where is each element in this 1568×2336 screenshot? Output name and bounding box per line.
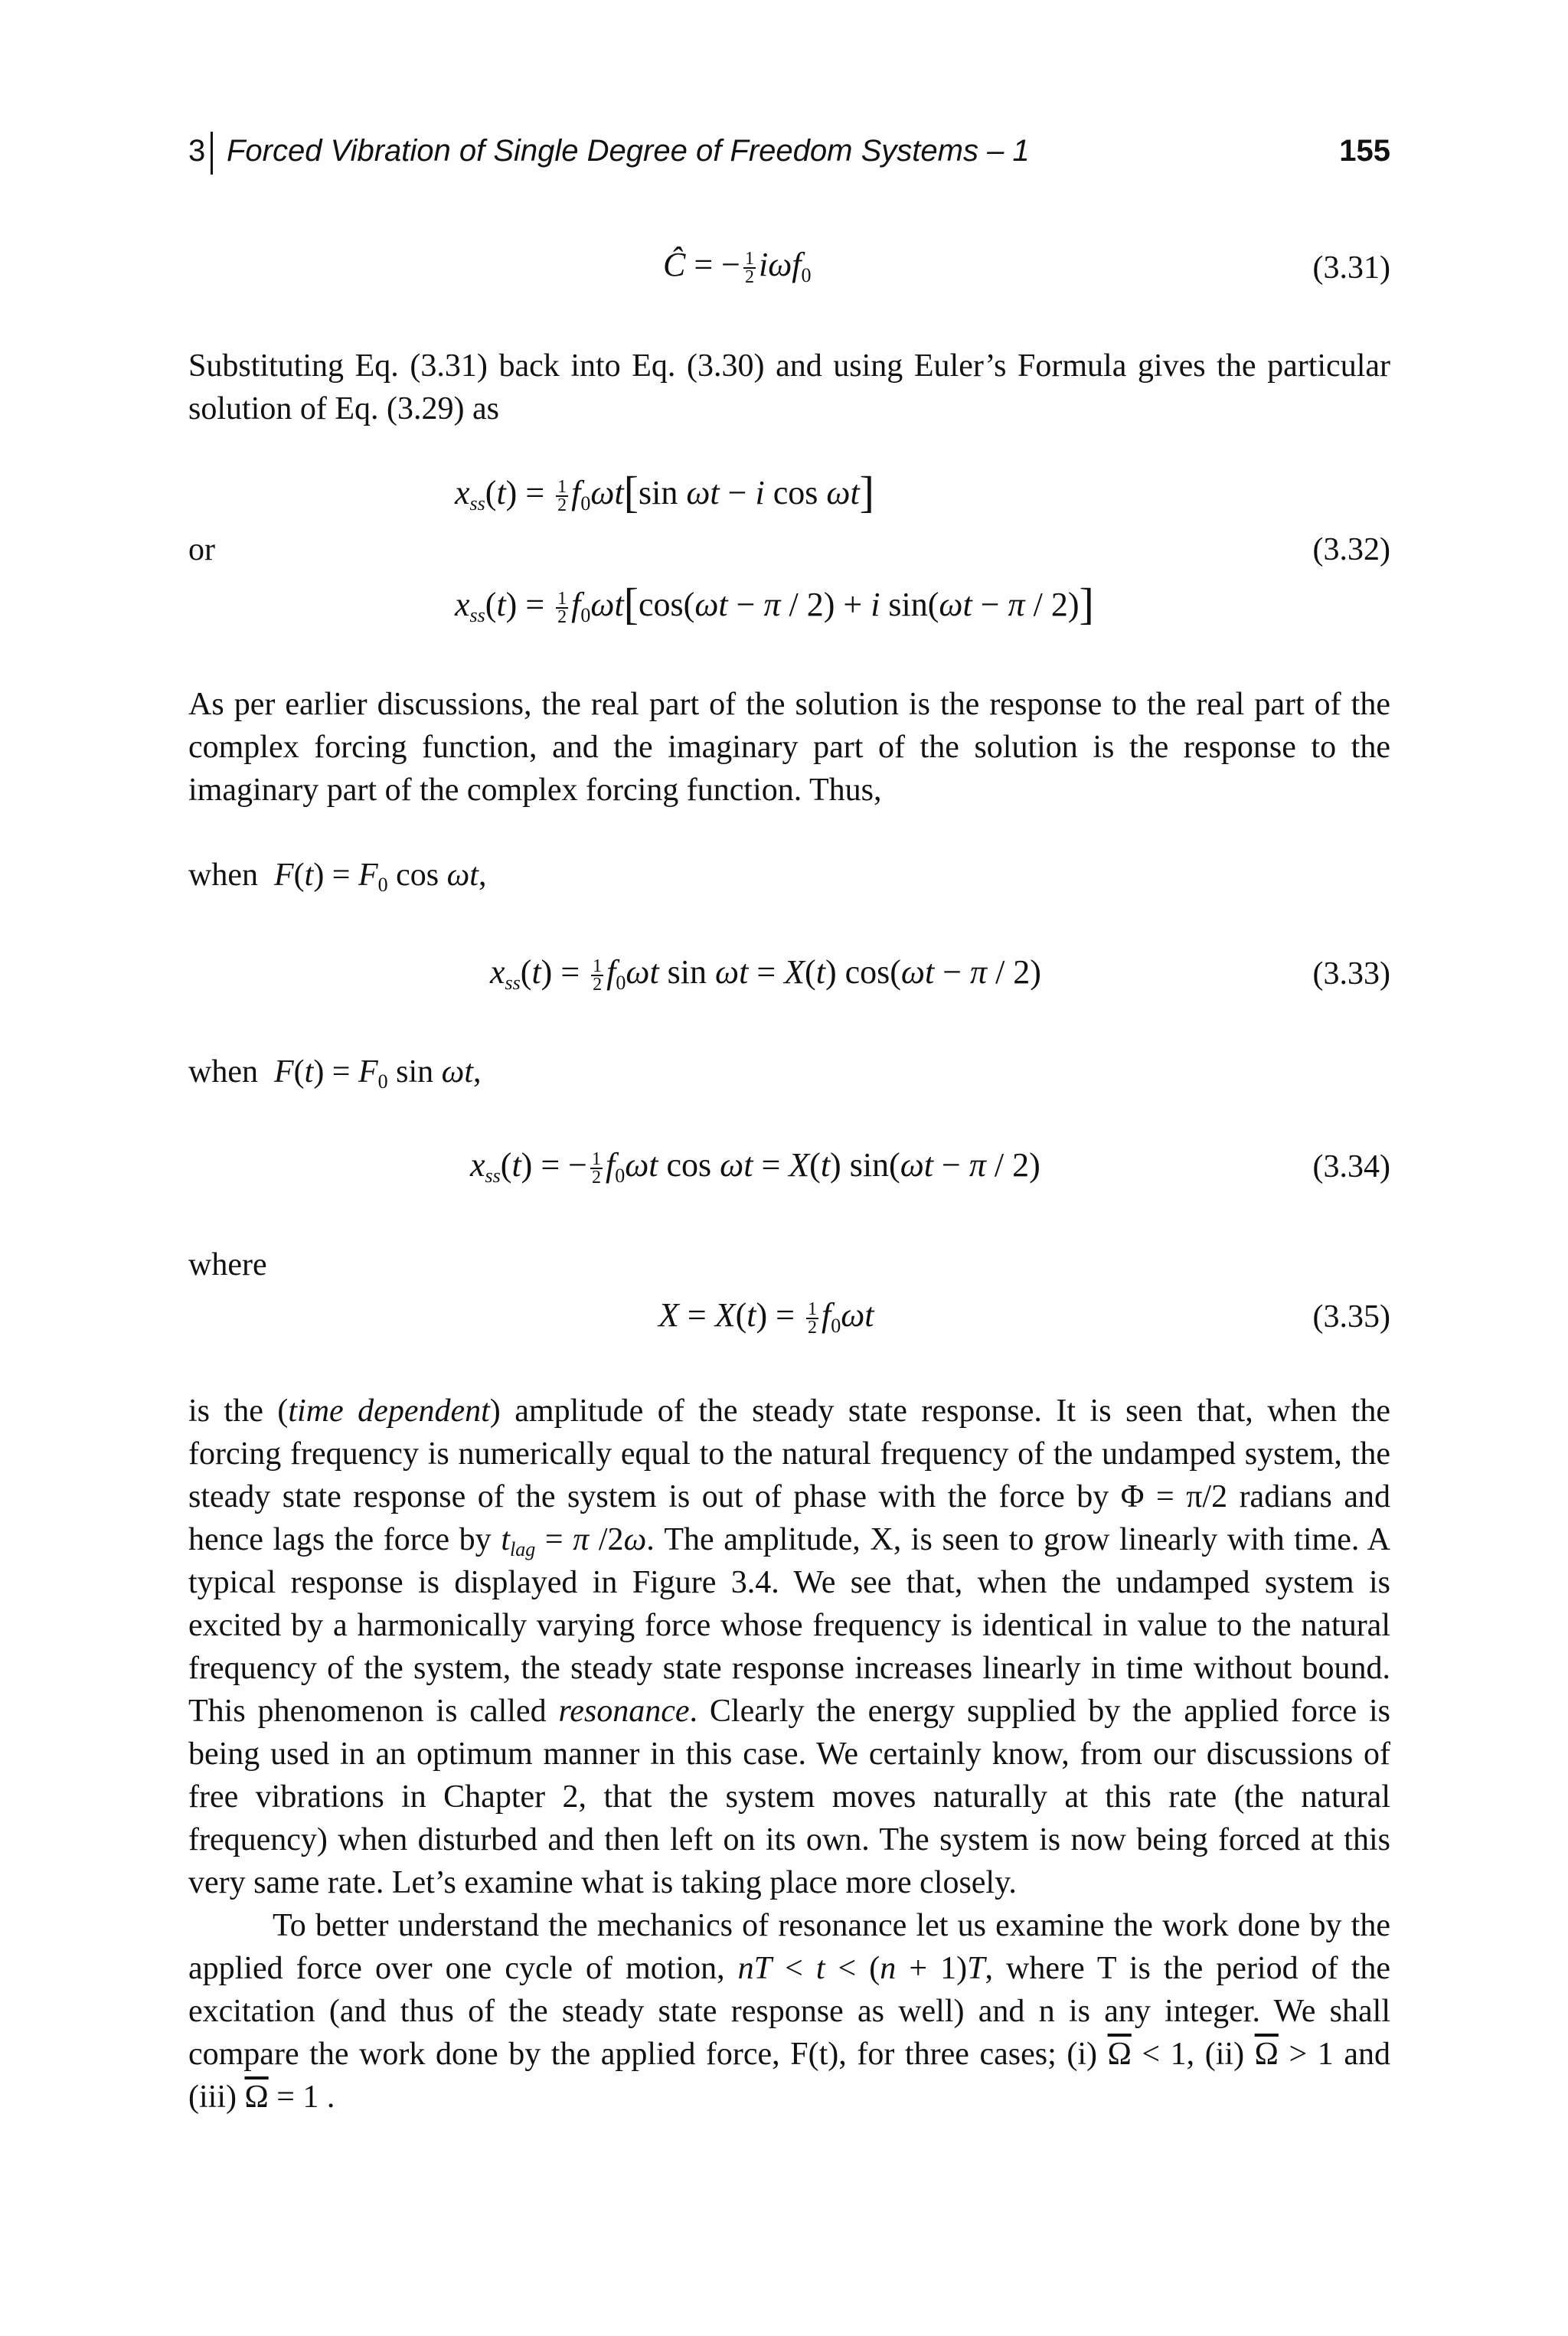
para3-part-b: ) amplitude of the steady state response. It is seen that, when the forcing frequency is numerically equal to the natural frequency of the undamped system, the steady state response of the system is out of phase with the force by Φ = π/2 radians and hence lags the force by (188, 1393, 1391, 1557)
chapter-title: Forced Vibration of Single Degree of Freedom Systems – 1 (227, 134, 1030, 168)
para4-part-d: and (iii) (188, 2037, 1391, 2115)
where-label: where (188, 1247, 267, 1282)
equation-number-3-33: (3.33) (1312, 956, 1390, 992)
equation-number-3-35: (3.35) (1312, 1299, 1390, 1335)
para3-part-c: . The amplitude, X, is seen to grow linearly with time. A typical response is displayed in Figure 3.4. We see that, when the undamped system is excited by a harmonically varying force whose frequency is identical in value to the natural frequency of the system, the steady state response increases linearly in time without bound. This phenomenon is called (188, 1522, 1391, 1729)
when-clause-2: when $F(t) = F_0$ sin ωt, (188, 1054, 482, 1093)
para3-part-a: is the ( (188, 1393, 289, 1429)
chapter-number: 3 (188, 134, 206, 168)
equation-3-32-line1: $x_{ss}(t)$ = $\frac{1}{2}$ $f_0\omega t[\sin$ ωt − i cos ωt] (455, 467, 874, 517)
para3-emphasis-2: resonance (558, 1694, 690, 1729)
para3-emphasis: time dependent (288, 1393, 490, 1429)
equation-3-32-line2: $x_{ss}(t)$ = $\frac{1}{2}$ $f_0\omega t[\cos(\omega t - \pi / 2) + i$ sin(ωt − π / 2)] (455, 579, 1094, 629)
running-header (188, 134, 1390, 180)
equation-3-34: $x_{ss}(t)$ = − $\frac{1}{2}$ $f_0\omega t$ cos ωt = X(t) sin(ωt − π / 2) (470, 1146, 1040, 1188)
para4-part-b: , where T is the period of the excitation (and thus of the steady state response as well) and n is any integer. We shall compare the work done by the applied force, F(t), for three cases; (i) (188, 1951, 1391, 2072)
paragraph-3-text: is the (time dependent) amplitude of the steady state response. It is seen that, when the forcing frequency is numerically equal to the natural frequency of the undamped system, the steady state response of the system is out of phase with the force by Φ = π/2 radians and hence lags the force by $t_{lag} = \pi$ /2ω. The amplitude, X, is seen to grow linearly with time. A typical response is displayed in Figure 3.4. We see that, when the undamped system is excited by a harmonically varying force whose frequency is identical in value to the natural frequency of the system, the steady state response increases linearly in time without bound. This phenomenon is called resonance. Clearly the energy supplied by the applied force is being used in an optimum manner in this case. We certainly know, from our discussions of free vibrations in Chapter 2, that the system moves naturally at this rate (the natural frequency) when disturbed and then left on its own. The system is now being forced at this very same rate. Let’s examine what is taking place more closely. (188, 1393, 1391, 1900)
equation-3-31: Ĉ = − $\frac{1}{2}$ iωf$_0$ (663, 246, 812, 287)
equation-3-35: X = X(t) = $\frac{1}{2}$ $f_0\omega t$ (658, 1296, 874, 1338)
paragraph-1-text: Substituting Eq. (3.31) back into Eq. (3.30) and using Euler’s Formula gives the particular solution of Eq. (3.29) as (188, 348, 1390, 426)
paragraph-2-text: As per earlier discussions, the real part of the solution is the response to the real part of the complex forcing function, and the imaginary part of the solution is the response to the imaginary part of the complex forcing function. Thus, (188, 687, 1390, 808)
paragraph-4-text: To better understand the mechanics of resonance let us examine the work done by the applied force over one cycle of motion, nT < t < (n + 1)T, where T is the period of the excitation (and thus of the steady state response as well) and n is any integer. We shall compare the work done by the applied force, F(t), for three cases; (i) $\overline{\Omega} < 1$, (ii) $\overline{\Omega} > 1$ and (iii) $\overline{\Omega} = 1$ . (188, 1908, 1391, 2115)
paragraph-2 (188, 683, 1390, 812)
paragraph-3 (188, 1390, 1390, 2119)
paragraph-1 (188, 345, 1390, 430)
page-number: 155 (1339, 134, 1390, 168)
para4-part-a: To better understand the mechanics of resonance let us examine the work done by the applied force over one cycle of motion, (188, 1908, 1390, 1986)
when-label-1: when (188, 858, 258, 893)
equation-number-3-32: (3.32) (1312, 532, 1390, 567)
when-label-2: when (188, 1054, 258, 1090)
equation-number-3-34: (3.34) (1312, 1149, 1390, 1184)
para3-part-d: . Clearly the energy supplied by the applied force is being used in an optimum manner in this case. We certainly know, from our discussions of free vibrations in Chapter 2, that the system moves naturally at this rate (the natural frequency) when disturbed and then left on its own. The system is now being forced at this very same rate. Let’s examine what is taking place more closely. (188, 1694, 1391, 1900)
equation-number-3-31: (3.31) (1312, 250, 1390, 286)
connector-or: or (188, 532, 215, 567)
equation-3-33: $x_{ss}(t)$ = $\frac{1}{2}$ $f_0\omega t$ sin ωt = X(t) cos(ωt − π / 2) (490, 953, 1041, 995)
para4-part-c: , (ii) (1186, 2037, 1245, 2072)
header-divider (211, 132, 213, 175)
when-clause-1: when $F(t) = F_0$ cos ωt, (188, 858, 487, 896)
